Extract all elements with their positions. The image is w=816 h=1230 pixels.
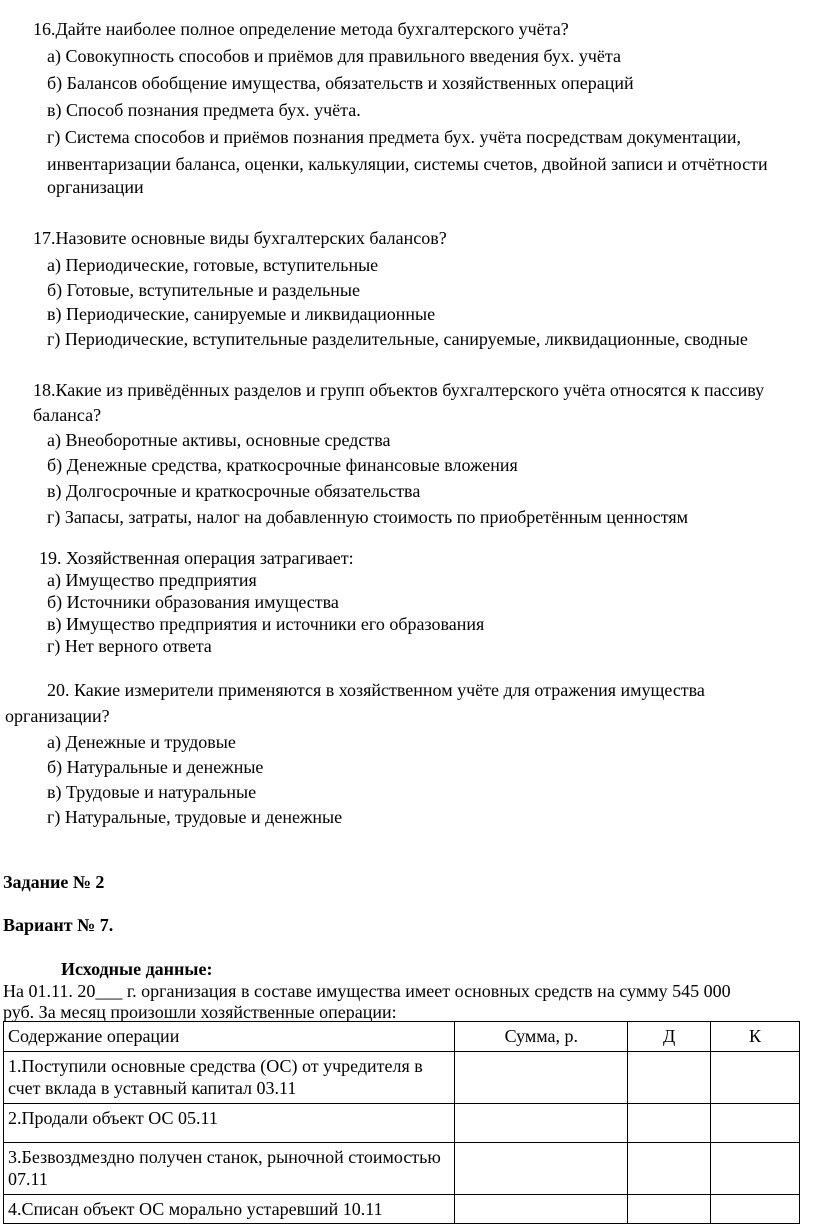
question-20-option-a: а) Денежные и трудовые bbox=[47, 732, 236, 752]
sum-cell bbox=[455, 1103, 628, 1142]
debit-cell bbox=[628, 1103, 711, 1142]
question-16-option-d-cont-2: организации bbox=[47, 177, 144, 197]
question-19-option-d: г) Нет верного ответа bbox=[47, 636, 212, 656]
question-16-option-c: в) Способ познания предмета бух. учёта. bbox=[47, 100, 361, 120]
question-19-title: 19. Хозяйственная операция затрагивает: bbox=[39, 548, 354, 568]
question-19-option-a: а) Имущество предприятия bbox=[47, 570, 257, 590]
column-header-sum: Сумма, р. bbox=[455, 1022, 628, 1052]
question-18-title-cont: баланса? bbox=[33, 405, 102, 425]
question-18-title: 18.Какие из привёдённых разделов и групп объектов бухгалтерского учёта относятся к пассиву bbox=[33, 380, 765, 400]
question-20-title: 20. Какие измерители применяются в хозяйственном учёте для отражения имущества bbox=[47, 680, 705, 700]
table-row bbox=[4, 1051, 800, 1103]
task-heading: Задание № 2 bbox=[3, 872, 105, 892]
question-19-option-c: в) Имущество предприятия и источники его образования bbox=[47, 614, 485, 634]
question-16-option-b: б) Балансов обобщение имущества, обязательств и хозяйственных операций bbox=[47, 73, 634, 93]
sum-cell bbox=[455, 1194, 628, 1224]
credit-cell bbox=[711, 1142, 800, 1194]
table-row bbox=[4, 1142, 800, 1194]
question-17-option-c: в) Периодические, санируемые и ликвидационные bbox=[47, 304, 436, 324]
task-intro-line-2: руб. За месяц произошли хозяйственные операции: bbox=[3, 1002, 397, 1022]
question-20-option-b: б) Натуральные и денежные bbox=[47, 757, 264, 777]
task-variant: Вариант № 7. bbox=[3, 915, 114, 935]
source-data-heading: Исходные данные: bbox=[61, 959, 213, 979]
question-16-option-d: г) Система способов и приёмов познания предмета бух. учёта посредствам документации, bbox=[47, 127, 741, 147]
credit-cell bbox=[711, 1103, 800, 1142]
question-17-option-a: а) Периодические, готовые, вступительные bbox=[47, 255, 379, 275]
operations-table bbox=[3, 1021, 800, 1224]
operation-cell: 3.Безвоздмездно получен станок, рыночной стоимостью 07.11 bbox=[4, 1142, 455, 1194]
question-19-option-b: б) Источники образования имущества bbox=[47, 592, 339, 612]
question-20-title-cont: организации? bbox=[5, 706, 110, 726]
question-16-title: 16.Дайте наиболее полное определение метода бухгалтерского учёта? bbox=[33, 19, 569, 39]
credit-cell bbox=[711, 1051, 800, 1103]
sum-cell bbox=[455, 1051, 628, 1103]
question-17-title: 17.Назовите основные виды бухгалтерских балансов? bbox=[33, 228, 447, 248]
question-16-option-a: а) Совокупность способов и приёмов для правильного введения бух. учёта bbox=[47, 46, 621, 66]
question-20-option-c: в) Трудовые и натуральные bbox=[47, 782, 257, 802]
table-row bbox=[4, 1194, 800, 1224]
operation-cell: 2.Продали объект ОС 05.11 bbox=[4, 1103, 455, 1142]
debit-cell bbox=[628, 1142, 711, 1194]
debit-cell bbox=[628, 1051, 711, 1103]
question-16-option-d-cont: инвентаризации баланса, оценки, калькуляции, системы счетов, двойной записи и отчётности bbox=[47, 154, 768, 174]
question-18-option-b: б) Денежные средства, краткосрочные финансовые вложения bbox=[47, 455, 518, 475]
task-intro-line-1: На 01.11. 20___ г. организация в составе имущества имеет основных средств на сумму 545 000 bbox=[3, 981, 731, 1001]
debit-cell bbox=[628, 1194, 711, 1224]
credit-cell bbox=[711, 1194, 800, 1224]
question-20-option-d: г) Натуральные, трудовые и денежные bbox=[47, 807, 343, 827]
table-header-row bbox=[4, 1022, 800, 1052]
question-17-option-d: г) Периодические, вступительные разделительные, санируемые, ликвидационные, сводные bbox=[47, 329, 748, 349]
question-18-option-c: в) Долгосрочные и краткосрочные обязательства bbox=[47, 481, 421, 501]
sum-cell bbox=[455, 1142, 628, 1194]
operation-cell: 4.Списан объект ОС морально устаревший 10.11 bbox=[4, 1194, 455, 1224]
table-row bbox=[4, 1103, 800, 1142]
operation-cell: 1.Поступили основные средства (ОС) от учредителя в счет вклада в уставный капитал 03.11 bbox=[4, 1051, 455, 1103]
question-17-option-b: б) Готовые, вступительные и раздельные bbox=[47, 280, 360, 300]
question-18-option-d: г) Запасы, затраты, налог на добавленную стоимость по приобретённым ценностям bbox=[47, 507, 689, 527]
column-header-credit: К bbox=[711, 1022, 800, 1052]
question-18-option-a: а) Внеоборотные активы, основные средства bbox=[47, 430, 391, 450]
column-header-debit: Д bbox=[628, 1022, 711, 1052]
column-header-operation: Содержание операции bbox=[4, 1022, 455, 1052]
